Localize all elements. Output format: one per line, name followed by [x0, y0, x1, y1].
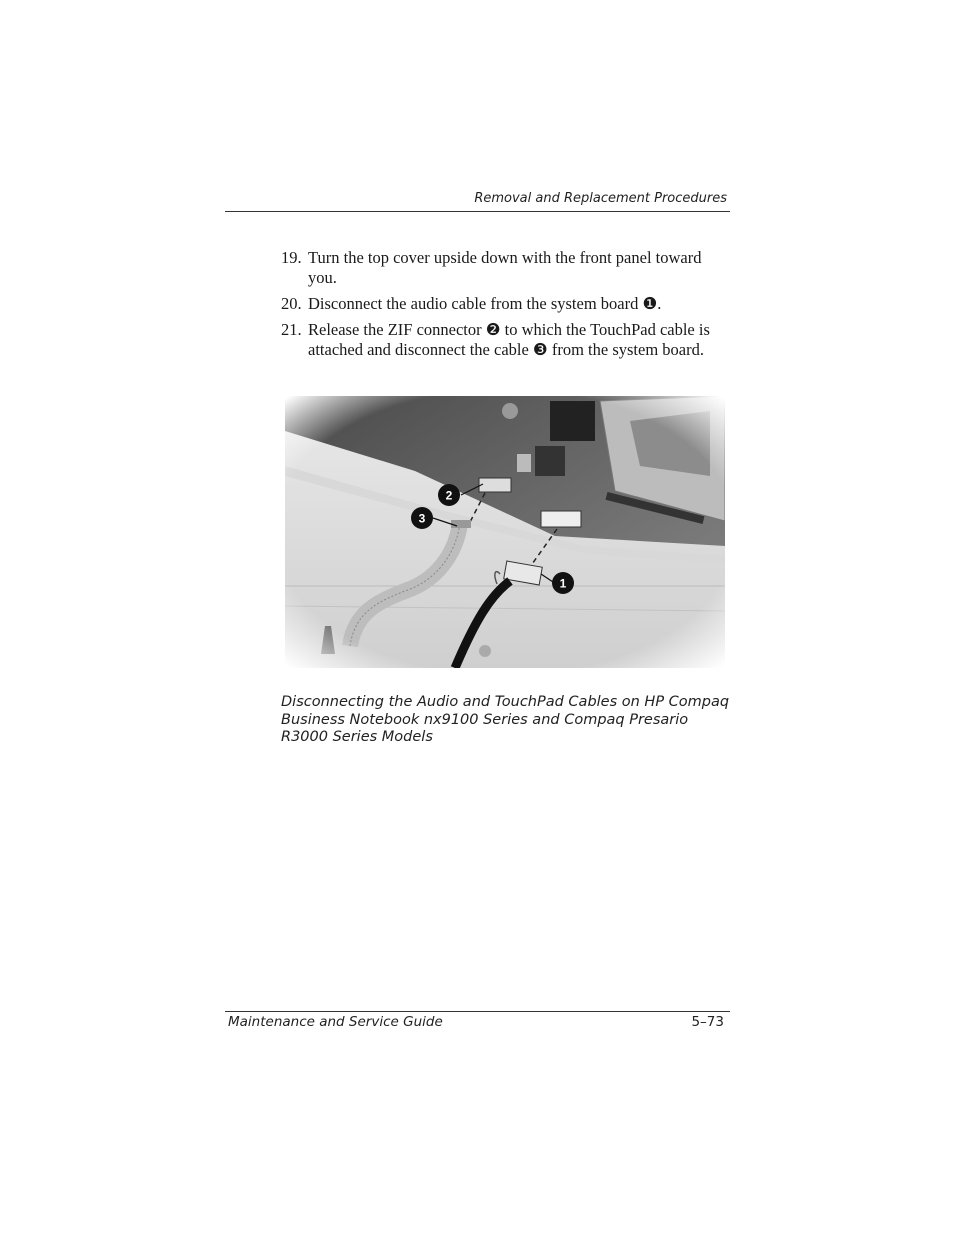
- step-text: Turn the top cover upside down with the front panel toward you.: [308, 248, 702, 287]
- callout-3: [411, 507, 433, 529]
- callout-2: [438, 484, 460, 506]
- callout-1: [552, 572, 574, 594]
- footer-guide-title: Maintenance and Service Guide: [228, 1014, 443, 1030]
- step-number: 20.: [281, 294, 302, 313]
- running-header: Removal and Replacement Procedures: [474, 191, 727, 206]
- page-number: 5–73: [691, 1014, 724, 1030]
- procedure-steps: [281, 248, 731, 366]
- step-number: 19.: [281, 248, 302, 267]
- figure-caption: Disconnecting the Audio and TouchPad Cables on HP Compaq Business Notebook nx9100 Series and Compaq Presario R3000 Series Models: [281, 694, 730, 745]
- step-19: [281, 248, 731, 288]
- step-text: Release the ZIF connector ❷ to which the TouchPad cable is attached and disconnect the cable ❸ from the system board.: [308, 320, 710, 359]
- callout-2-label: 2: [445, 488, 453, 503]
- footer-rule: [225, 1011, 730, 1012]
- step-number: 21.: [281, 320, 302, 339]
- cable-disconnect-illustration: [285, 396, 725, 668]
- step-text: Disconnect the audio cable from the system board ❶.: [308, 294, 662, 313]
- step-20: [281, 294, 731, 314]
- callout-3-label: 3: [418, 511, 426, 526]
- callout-1-label: 1: [559, 576, 567, 591]
- header-rule: [225, 211, 730, 212]
- step-21: [281, 320, 731, 360]
